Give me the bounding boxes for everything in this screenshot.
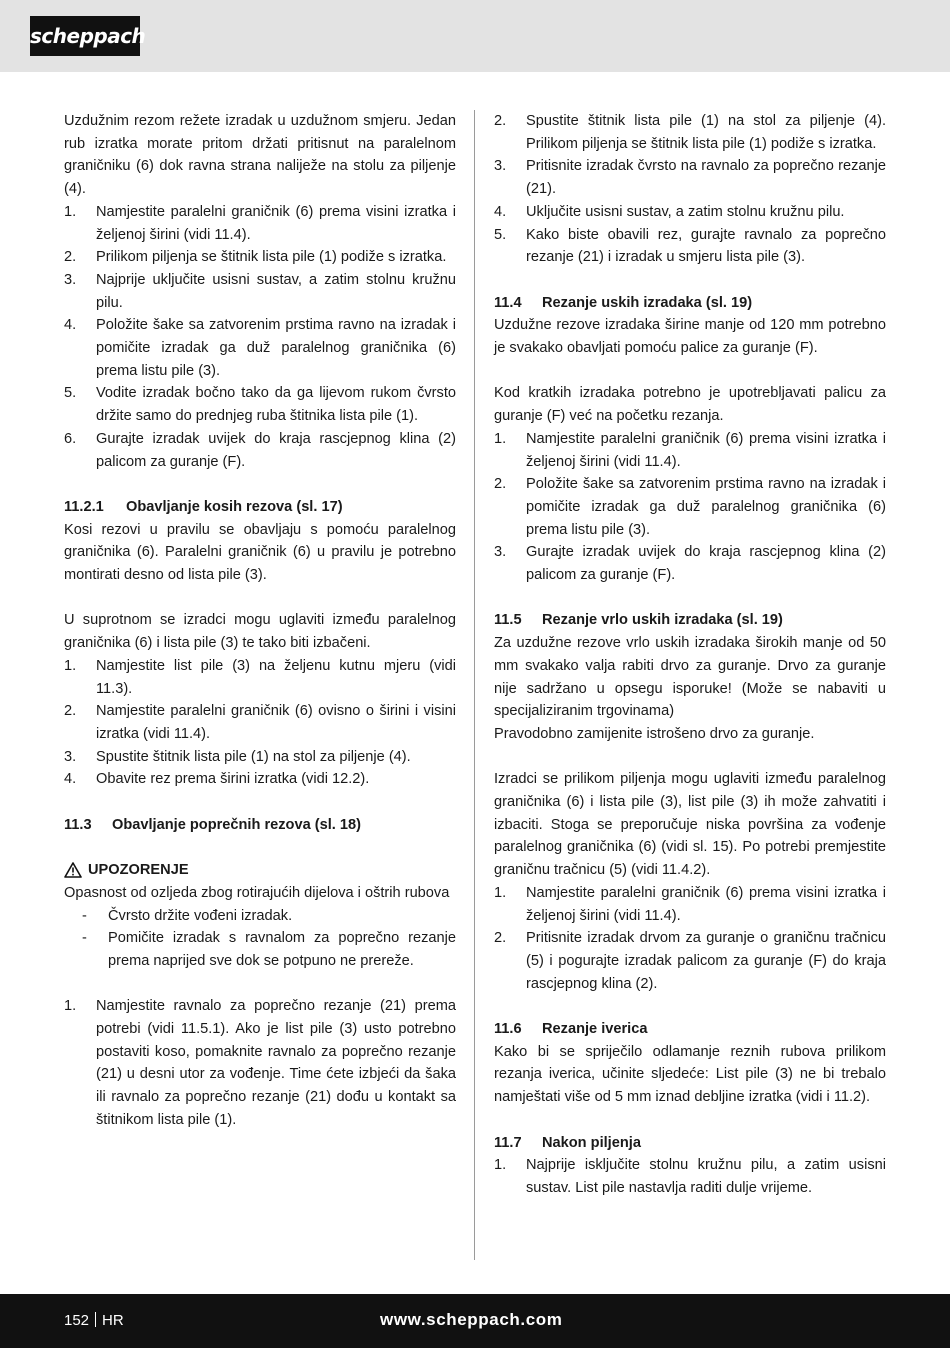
list-item-text: Kako biste obavili rez, gurajte ravnalo za poprečno rezanje (21) i izradak u smjeru lista pile (3). [526, 226, 886, 266]
list-item [494, 1154, 886, 1199]
list-item-text: Položite šake sa zatvorenim prstima ravno na izradak i pomičite izradak ga duž paralelnog graničnika (6) prema listu pile (3). [96, 317, 456, 379]
list-item-text: Spustite štitnik lista pile (1) na stol za piljenje (4). [96, 748, 411, 765]
list-item [64, 246, 456, 269]
list-item [64, 700, 456, 745]
list-item-text: Najprije isključite stolnu kružnu pilu, a zatim usisni sustav. List pile nastavlja raditi dulje vrijeme. [526, 1157, 886, 1196]
list-item-marker: 1. [64, 998, 77, 1015]
section-heading-11-4: 11.4 Rezanje uskih izradaka (sl. 19) [494, 294, 753, 311]
list-item-marker: 1. [64, 203, 77, 220]
list-item-text: Namjestite paralelni graničnik (6) ovisno o širini i visini izratka (vidi 11.4). [96, 703, 456, 742]
list-item [494, 927, 886, 995]
bevel-cut-warning-paragraph: U suprotnom se izradci mogu uglaviti između paralelnog graničnika (6) i lista pile (3) te tako biti izbačeni. [64, 612, 456, 652]
list-item-marker: - [82, 907, 87, 924]
section-heading-11-5: 11.5 Rezanje vrlo uskih izradaka (sl. 19) [494, 612, 783, 629]
bevel-cut-steps [64, 655, 456, 791]
right-column [494, 110, 886, 1200]
left-column [64, 110, 456, 1132]
section-heading-11-6: 11.6 Rezanje iverica [494, 1021, 648, 1038]
list-item [494, 224, 886, 269]
list-item [64, 314, 456, 382]
list-item-marker: 4. [494, 203, 507, 220]
list-item-text: Obavite rez prema širini izratka (vidi 12.2). [96, 771, 370, 788]
list-item-marker: - [82, 930, 87, 947]
very-narrow-steps [494, 882, 886, 996]
list-item [64, 655, 456, 700]
list-item-marker: 4. [64, 771, 77, 788]
section-heading-11-3: 11.3 Obavljanje poprečnih rezova (sl. 18) [64, 816, 361, 833]
separator-bar [95, 1312, 96, 1327]
list-item [494, 882, 886, 927]
list-item-text: Vodite izradak bočno tako da ga lijevom rukom čvrsto držite samo do prednjeg ruba štitnika lista pile (1). [96, 385, 456, 425]
list-item-text: Gurajte izradak uvijek do kraja rascjepnog klina (2) palicom za guranje (F). [526, 544, 886, 584]
list-item-marker: 5. [494, 226, 507, 243]
list-item [64, 927, 456, 972]
list-item-marker: 4. [64, 317, 77, 334]
list-item-text: Pritisnite izradak čvrsto na ravnalo za poprečno rezanje (21). [526, 158, 886, 198]
list-item [494, 428, 886, 473]
list-item-marker: 1. [494, 1157, 507, 1174]
list-item-text: Gurajte izradak uvijek do kraja rascjepnog klina (2) palicom za guranje (F). [96, 430, 456, 470]
list-item-marker: 2. [64, 249, 77, 266]
list-item [64, 768, 456, 791]
list-item [64, 905, 456, 928]
list-item [494, 473, 886, 541]
warning-bullets [64, 905, 456, 973]
warning-triangle-icon [64, 862, 82, 878]
page-footer [0, 1294, 950, 1348]
list-item-marker: 3. [64, 748, 77, 765]
list-item [494, 110, 886, 155]
list-item-marker: 3. [64, 271, 77, 288]
bevel-cut-paragraph: Kosi rezovi u pravilu se obavljaju s pomoću paralelnog graničnika (6). Paralelni graničnik (6) u pravilu je potrebno montirati desno od lista pile (3). [64, 521, 456, 584]
list-item [64, 746, 456, 769]
page-header [0, 0, 950, 72]
list-item-marker: 2. [64, 703, 77, 720]
list-item [64, 382, 456, 427]
list-item [64, 201, 456, 246]
list-item [64, 428, 456, 473]
list-item-marker: 2. [494, 930, 507, 947]
narrow-workpiece-paragraph: Uzdužne rezove izradaka širine manje od 120 mm potrebno je svakako obavljati pomoću palice za guranje (F). [494, 317, 886, 357]
list-item-text: Najprije uključite usisni sustav, a zatim stolnu kružnu pilu. [96, 271, 456, 311]
list-item-text: Namjestite paralelni graničnik (6) prema visini izratka i željenoj širini (vidi 11.4). [526, 884, 886, 924]
narrow-workpiece-steps [494, 428, 886, 587]
list-item-text: Pritisnite izradak drvom za guranje o graničnu tračnicu (5) i pogurajte izradak palicom za guranje (F) do kraja rascjepnog klina (2). [526, 930, 886, 992]
list-item-text: Namjestite paralelni graničnik (6) prema visini izratka i željenoj širini (vidi 11.4). [526, 430, 886, 470]
list-item [494, 155, 886, 200]
list-item-text: Položite šake sa zatvorenim prstima ravno na izradak i pomičite izradak ga duž paralelnog graničnika (6) prema listu pile (3). [526, 476, 886, 538]
scheppach-logo: scheppach [30, 16, 140, 56]
list-item-text: Namjestite ravnalo za poprečno rezanje (21) prema potrebi (vidi 11.5.1). Ako je list pile (3) usto potrebno postaviti koso, pomaknite ravnalo za poprečno rezanje (21) u desni utor za vođenje. Time ćete izbjeći da šaka ili ravnalo za poprečno rezanje (21) dođu u kontakt sa štitnikom lista pile (1). [96, 998, 456, 1128]
rip-cut-steps [64, 201, 456, 473]
chipboard-paragraph: Kako bi se spriječilo odlamanje reznih rubova prilikom rezanja iverica, učinite sljedeće: List pile (3) ne bi trebalo namještati više od 5 mm iznad debljine izratka (vidi i 11.2). [494, 1043, 886, 1106]
page-number: 152 HR [64, 1312, 124, 1329]
language-code: HR [102, 1312, 124, 1329]
list-item [64, 995, 456, 1131]
list-item-text: Čvrsto držite vođeni izradak. [108, 907, 293, 924]
warning-heading: UPOZORENJE [64, 859, 456, 882]
list-item-text: Uključite usisni sustav, a zatim stolnu kružnu pilu. [526, 203, 845, 220]
column-divider [474, 110, 475, 1260]
intro-paragraph: Uzdužnim rezom režete izradak u uzdužnom smjeru. Jedan rub izratka morate pritom držati pritisnut na paralelnom graničniku (6) dok ravna strana naliježe na stolu za piljenje (4). [64, 113, 456, 198]
list-item-marker: 3. [494, 544, 507, 561]
list-item-text: Spustite štitnik lista pile (1) na stol za piljenje (4). Prilikom piljenja se štitnik lista pile (1) podiže s izratka. [526, 113, 886, 152]
list-item [64, 269, 456, 314]
very-narrow-paragraph: Za uzdužne rezove vrlo uskih izradaka širokih manje od 50 mm svakako valja rabiti drvo za guranje. Drvo za guranje nije sadržano u opsegu isporuke! (Može se nabaviti u specijaliziranim trgovinama) [494, 635, 886, 720]
list-item-text: Pomičite izradak s ravnalom za poprečno rezanje prema naprijed sve dok se potpuno ne prereže. [108, 930, 456, 969]
list-item-marker: 6. [64, 430, 77, 447]
website-url: www.scheppach.com [380, 1310, 563, 1329]
after-sawing-steps [494, 1154, 886, 1199]
list-item-text: Namjestite paralelni graničnik (6) prema visini izratka i željenoj širini (vidi 11.4). [96, 203, 456, 243]
list-item-marker: 1. [494, 884, 507, 901]
push-wood-replace-paragraph: Pravodobno zamijenite istrošeno drvo za guranje. [494, 725, 815, 742]
list-item-marker: 2. [494, 113, 507, 129]
section-heading-11-2-1: 11.2.1 Obavljanje kosih rezova (sl. 17) [64, 498, 343, 515]
jamming-paragraph: Izradci se prilikom piljenja mogu uglaviti između paralelnog graničnika (6) i lista pile (3), list pile (3) ih može zahvatiti i izbaciti. Stoga se preporučuje niska površina za vođenje paralelnog graničnika (6) (vidi sl. 15). Po potrebi premjestite graničnu tračnicu (5) (vidi 11.4.2). [494, 771, 886, 879]
list-item-marker: 2. [494, 476, 507, 493]
list-item-marker: 5. [64, 385, 77, 402]
list-item-text: Namjestite list pile (3) na željenu kutnu mjeru (vidi 11.3). [96, 657, 456, 697]
cross-cut-steps-continued [494, 110, 886, 269]
list-item [494, 541, 886, 586]
short-workpiece-paragraph: Kod kratkih izradaka potrebno je upotrebljavati palicu za guranje (F) već na početku rezanja. [494, 385, 886, 425]
section-heading-11-7: 11.7 Nakon piljenja [494, 1134, 641, 1151]
list-item-marker: 3. [494, 158, 507, 175]
list-item-marker: 1. [494, 430, 507, 447]
warning-text: Opasnost od ozljeda zbog rotirajućih dijelova i oštrih rubova [64, 884, 450, 901]
list-item [494, 201, 886, 224]
list-item-text: Prilikom piljenja se štitnik lista pile (1) podiže s izratka. [96, 249, 447, 266]
cross-cut-steps [64, 995, 456, 1131]
list-item-marker: 1. [64, 657, 77, 674]
